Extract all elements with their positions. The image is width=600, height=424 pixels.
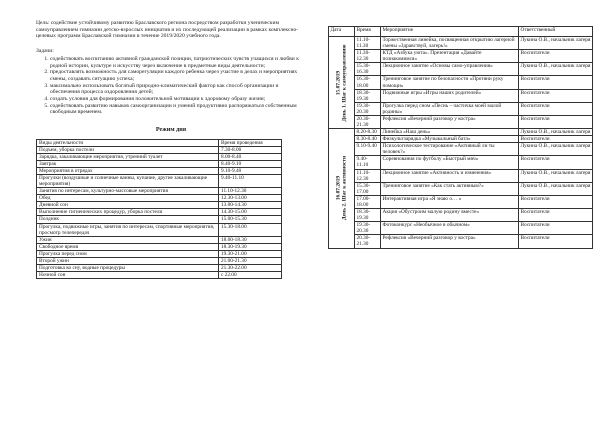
- regime-time: 9.10-9.40: [219, 167, 282, 174]
- plan-event: Тренинговое занятие «Как стать активным?»: [381, 182, 519, 195]
- plan-day-date: 15.07.2019: [335, 70, 342, 95]
- plan-header-date: Дата: [329, 27, 355, 37]
- plan-responsible: Воспитатели: [519, 50, 593, 63]
- plan-row: [329, 156, 593, 169]
- regime-activity: Дневной сон: [37, 202, 219, 209]
- regime-time: 11.10-12.30: [219, 188, 282, 195]
- regime-header-row: [37, 139, 282, 146]
- regime-time: 21.30-22.00: [219, 264, 282, 271]
- right-page: [328, 26, 592, 249]
- regime-header-activity: Виды деятельности: [37, 139, 219, 146]
- plan-responsible: Воспитатели: [519, 102, 593, 115]
- regime-row: [37, 160, 282, 167]
- plan-event: Соревнования по футболу «Быстрый мяч»: [381, 156, 519, 169]
- plan-row: [329, 182, 593, 195]
- regime-time: 15.30-18.00: [219, 223, 282, 236]
- regime-row: [37, 188, 282, 195]
- task-item: 2. предоставлять возможность для саморегуляции каждого ребенка через участие в делах и мероприятиях смены, создавать ситуацию успеха;: [50, 69, 306, 82]
- plan-row: [329, 89, 593, 102]
- plan-time: 17.00-18.00: [355, 195, 381, 208]
- plan-time: 8.20-8.30: [355, 129, 381, 136]
- regime-activity: Второй ужин: [37, 257, 219, 264]
- plan-event: Рефлексия «Вечерний разговор у костра»: [381, 235, 519, 248]
- plan-time: 15.30-17.00: [355, 182, 381, 195]
- plan-responsible: Лукина О.В., начальник лагеря: [519, 182, 593, 195]
- plan-event: Лекционное занятие «Основы само-управления»: [381, 63, 519, 76]
- plan-responsible: Воспитатели: [519, 115, 593, 128]
- plan-time: 20.30-21.30: [355, 115, 381, 128]
- plan-time: 18.30-19.30: [355, 89, 381, 102]
- regime-activity: Прогулка перед сном: [37, 250, 219, 257]
- plan-header-time: Время: [355, 27, 381, 37]
- plan-row: [329, 136, 593, 143]
- plan-responsible: Воспитатели: [519, 136, 593, 143]
- plan-row: [329, 129, 593, 136]
- regime-row: [37, 195, 282, 202]
- regime-time: 19.30-21.00: [219, 250, 282, 257]
- plan-responsible: Воспитатели: [519, 89, 593, 102]
- plan-responsible: Воспитатели: [519, 222, 593, 235]
- plan-header-event: Мероприятие: [381, 27, 519, 37]
- plan-row: [329, 169, 593, 182]
- plan-event: Подвижные игры «Игры наших родителей»: [381, 89, 519, 102]
- regime-activity: Занятия по интересам, культурно-массовые мероприятия: [37, 188, 219, 195]
- plan-responsible: Лукина О.В., начальник лагеря: [519, 143, 593, 156]
- regime-time: 9.40-11.10: [219, 174, 282, 187]
- regime-row: [37, 272, 282, 279]
- regime-row: [37, 250, 282, 257]
- plan-day-cell: [329, 129, 355, 248]
- regime-activity: Прогулки (воздушные и солнечные ванны, купание, другие закаливающие мероприятия): [37, 174, 219, 187]
- regime-activity: Завтрак: [37, 160, 219, 167]
- regime-time: с 22.00: [219, 272, 282, 279]
- tasks-list: [36, 56, 306, 116]
- plan-day-label-group: [335, 132, 348, 245]
- regime-time: 8.00-8.40: [219, 153, 282, 160]
- regime-time: 21.00-21.30: [219, 257, 282, 264]
- plan-responsible: Воспитатели: [519, 195, 593, 208]
- plan-time: 16.30-18.00: [355, 76, 381, 89]
- plan-time: 19.30-20.30: [355, 102, 381, 115]
- plan-row: [329, 76, 593, 89]
- regime-time: 15.00-15.30: [219, 216, 282, 223]
- plan-row: [329, 63, 593, 76]
- plan-event: Линейка «Наш день»: [381, 129, 519, 136]
- plan-table: [328, 26, 593, 249]
- plan-row: [329, 235, 593, 248]
- regime-activity: Подъем, уборка постели: [37, 146, 219, 153]
- regime-activity: Ужин: [37, 236, 219, 243]
- plan-event: Акция «Обустроим малую родину вместе»: [381, 209, 519, 222]
- regime-row: [37, 209, 282, 216]
- plan-responsible: Воспитатели: [519, 76, 593, 89]
- plan-row: [329, 37, 593, 50]
- regime-activity: Прогулка, подвижные игры, занятия по интересам, спортивные мероприятия, просмотр телепередач: [37, 223, 219, 236]
- regime-activity: Подготовка ко сну, водные процедуры: [37, 264, 219, 271]
- plan-event: Фотоконкурс «Необычное в обычном»: [381, 222, 519, 235]
- regime-row: [37, 243, 282, 250]
- regime-activity: Ночной сон: [37, 272, 219, 279]
- plan-responsible: Воспитатели: [519, 209, 593, 222]
- plan-time: 9.40-11.10: [355, 156, 381, 169]
- regime-row: [37, 236, 282, 243]
- regime-row: [37, 257, 282, 264]
- regime-row: [37, 216, 282, 223]
- plan-event: Физкультзарядка «Музыкальный батл»: [381, 136, 519, 143]
- plan-time: 11.10-11.30: [355, 37, 381, 50]
- task-item: 3. максимально использовать богатый природно-климатический фактор как способ организации и обеспечения процесса оздоровления детей;: [50, 83, 306, 96]
- regime-row: [37, 202, 282, 209]
- plan-event: Торжественная линейка, посвященная открытию лагерной смены «Здравствуй, лагерь!»: [381, 37, 519, 50]
- regime-time: 13.00-14.30: [219, 202, 282, 209]
- task-item: 1. содействовать воспитанию активной гражданской позиции, патриотических чувств учащихся и любви к родной истории, культуре и искусству через включение в предметные виды деятельности;: [50, 56, 306, 69]
- regime-row: [37, 167, 282, 174]
- regime-header-time: Время проведения: [219, 139, 282, 146]
- regime-activity: Свободное время: [37, 243, 219, 250]
- plan-responsible: Лукина О.В., начальник лагеря: [519, 63, 593, 76]
- regime-activity: Зарядка, закаливающие мероприятия, утренний туалет: [37, 153, 219, 160]
- tasks-title: Задачи:: [36, 48, 54, 55]
- plan-event: Прогулка перед сном «Песнь – частичка моей малой родины»: [381, 102, 519, 115]
- plan-row: [329, 102, 593, 115]
- plan-row: [329, 195, 593, 208]
- plan-header-row: [329, 27, 593, 37]
- plan-time: 11.30-12.30: [355, 50, 381, 63]
- plan-row: [329, 50, 593, 63]
- plan-event: Лекционное занятие «Активность и изменения»: [381, 169, 519, 182]
- plan-responsible: Воспитатели: [519, 156, 593, 169]
- plan-row: [329, 115, 593, 128]
- regime-time: 12.30-13.00: [219, 195, 282, 202]
- regime-table: [36, 139, 282, 280]
- regime-title: Режим дня: [155, 126, 187, 134]
- plan-row: [329, 222, 593, 235]
- regime-row: [37, 174, 282, 187]
- regime-row: [37, 153, 282, 160]
- regime-row: [37, 146, 282, 153]
- plan-day-date: 16.07.2019: [335, 176, 342, 201]
- regime-activity: Обед: [37, 195, 219, 202]
- regime-time: 8.40-9.10: [219, 160, 282, 167]
- regime-row: [37, 223, 282, 236]
- regime-activity: Выполнение гигиенических процедур, уборка постели: [37, 209, 219, 216]
- plan-row: [329, 209, 593, 222]
- plan-event: Тренинговое занятие по безопасности «Протяни руку помощи»: [381, 76, 519, 89]
- regime-time: 18.30-19.30: [219, 243, 282, 250]
- plan-responsible: Лукина О.В., начальник лагеря: [519, 37, 593, 50]
- regime-activity: Полдник: [37, 216, 219, 223]
- plan-responsible: Воспитатели: [519, 235, 593, 248]
- plan-time: 9.10-9.40: [355, 143, 381, 156]
- plan-event: Психологическое тестирование «Активный ли ты человек?»: [381, 143, 519, 156]
- plan-header-responsible: Ответственный: [519, 27, 593, 37]
- plan-responsible: Лукина О.В., начальник лагеря: [519, 169, 593, 182]
- plan-time: 19.30-20.30: [355, 222, 381, 235]
- plan-day-label-group: [335, 40, 348, 126]
- regime-time: 7.30-8.00: [219, 146, 282, 153]
- plan-time: 15.30-16.30: [355, 63, 381, 76]
- plan-day-cell: [329, 37, 355, 129]
- plan-event: КТД «Азбука уюта». Презентация «Давайте познакомимся»: [381, 50, 519, 63]
- regime-time: 14.30-15.00: [219, 209, 282, 216]
- left-page: [36, 20, 306, 279]
- plan-day-title: День 2. Шаг к активности: [341, 156, 348, 221]
- plan-row: [329, 143, 593, 156]
- plan-time: 18.30-19.30: [355, 209, 381, 222]
- plan-time: 8.30-8.40: [355, 136, 381, 143]
- regime-time: 18.00-18.30: [219, 236, 282, 243]
- goal-text: Цель: содействие устойчивому развитию Браславского региона посредством разработки ученическим самоуправлением гимназии детско-взрослых инициатив и их последующей реализации в рамках комплексно-целевых программ Браславской гимназии в течение 2019/2020 учебного года.: [36, 20, 299, 40]
- task-item: 5. содействовать развитию навыков самоорганизации и умений продуктивно распоряжаться собственным свободным временем.: [50, 103, 306, 116]
- plan-time: 20.30-21.30: [355, 235, 381, 248]
- regime-activity: Мероприятия в отрядах: [37, 167, 219, 174]
- regime-row: [37, 264, 282, 271]
- plan-event: Интерактивная игра «Я знаю о… »: [381, 195, 519, 208]
- plan-event: Рефлексия «Вечерний разговор у костра»: [381, 115, 519, 128]
- plan-responsible: Лукина О.В., начальник лагеря: [519, 129, 593, 136]
- task-item: 4. создать условия для формирования положительной мотивации к здоровому образу жизни;: [50, 96, 306, 103]
- plan-day-title: День 1. Шаг к самоуправлению: [341, 44, 348, 122]
- plan-time: 11.10-12.30: [355, 169, 381, 182]
